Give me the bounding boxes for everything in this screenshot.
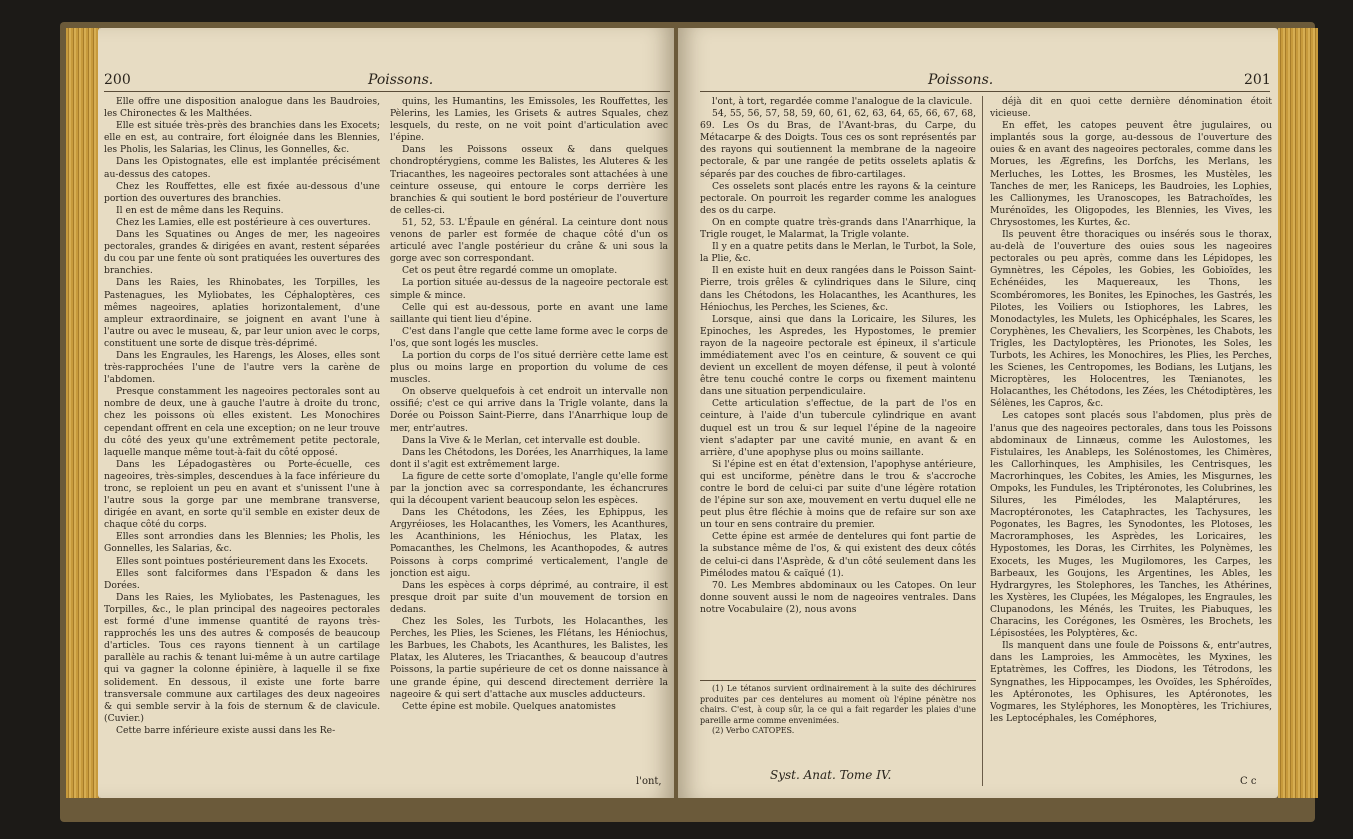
right-column-1 [700,96,976,676]
right-header-rule [700,91,1270,92]
right-column-2 [990,96,1272,772]
paragraph: La figure de cette sorte d'omoplate, l'angle qu'elle forme par la jonction avec sa correspondante, les échancrures qui la découpent varient beaucoup selon les espèces. [390,470,668,507]
paragraph: Lorsque, ainsi que dans la Loricaire, les Silures, les Epinoches, les Aspredes, les Hypostomes, le premier rayon de la nageoire pectorale est épineux, il s'articule immédiatement avec l'os en ceinture, & souvent ce qui devient un excellent de moyen défense, il peut à volonté être tenu couché contre le corps ou fixement maintenu dans une situation perpendiculaire. [700,313,976,398]
paragraph: déjà dit en quoi cette dernière dénomination étoit vicieuse. [990,96,1272,120]
paragraph: C'est dans l'angle que cette lame forme avec le corps de l'os, que sont logés les muscles. [390,325,668,349]
paragraph: Elles sont pointues postérieurement dans les Exocets. [116,555,369,567]
paragraph: (1) Le tétanos survient ordinairement à la suite des déchirures produites par ces dentelures au moment où l'épine pénètre nos chairs. C'est, à coup sûr, la ce qui a fait regarder les plaies d'une pareille arme comme envenimées. [700,684,976,725]
left-page-edge [66,28,100,798]
paragraph: Elles sont arrondies dans les Blennies; les Pholis, les Gonnelles, les Salarias, &c. [104,531,380,555]
left-page [98,28,674,798]
paragraph: Il en est de même dans les Requins. [116,204,284,216]
left-column-1 [104,96,380,786]
paragraph: 70. Les Membres abdominaux ou les Catopes. On leur donne souvent aussi le nom de nageoires ventrales. Dans notre Vocabulaire (2), nous avons [700,579,976,615]
paragraph: Il y en a quatre petits dans le Merlan, le Turbot, la Sole, la Plie, &c. [700,241,976,265]
paragraph: Elles sont falciformes dans l'Espadon & dans les Dorées. [104,567,380,591]
left-page-number: 200 [104,72,131,88]
column-divider [982,96,983,786]
left-running-head: Poissons. [368,72,434,88]
signature-mark: Syst. Anat. Tome IV. [770,768,892,782]
left-header-rule [104,91,670,92]
paragraph: Dans les Opistognates, elle est implantée précisément au-dessus des catopes. [104,156,380,180]
paragraph: Cette épine est mobile. Quelques anatomistes [402,700,616,712]
left-column-2 [390,96,668,772]
right-page-number: 201 [1244,72,1271,88]
paragraph: Dans les Raies, les Myliobates, les Pastenagues, les Torpilles, &c., le plan principal des nageoires pectorales est formé d'une immense quantité de rayons très-rapprochés les uns des autres & composés de beaucoup d'articles. Tous ces rayons tiennent à un cartilage parallèle au rachis & tenant lui-même à un autre cartilage qui va gagner la colonne épinière, à laquelle il se fixe solidement. En dessous, il existe une forte barre transversale commune aux cartilages des deux nageoires & qui semble servir à la fois de sternum & de clavicule. (Cuvier.) [104,591,380,724]
paragraph: quins, les Humantins, les Emissoles, les Rouffettes, les Pèlerins, les Lamies, les Grisets & autres Squales, chez lesquels, du reste, on ne voit point d'articulation avec l'épine. [390,96,668,144]
paragraph: Dans les Chétodons, les Zées, les Ephippus, les Argyréioses, les Holacanthes, les Vomers, les Acanthures, les Acanthinions, les Héniochus, les Platax, les Pomacanthes, les Chelmons, les Acanthopodes, & autres Poissons à corps comprimé verticalement, l'angle de jonction est aigu. [390,507,668,579]
paragraph: Elle offre une disposition analogue dans les Baudroies, les Chironectes & les Malthées. [104,96,380,120]
paragraph: Les catopes sont placés sous l'abdomen, plus près de l'anus que des nageoires pectorales, dans tous les Poissons abdominaux de Linnæus, comme les Aulostomes, les Fistulaires, les Anableps, les Solénostomes, les Chimères, les Callorhinques, les Amphisiles, les Centrisques, les Macrorhinques, les Cobites, les Amies, les Misgurnes, les Ompoks, les Fundules, les Triptéronotes, les Colubrines, les Silures, les Pimélodes, les Malaptérures, les Macroptéronotes, les Cataphractes, les Tachysures, les Pogonates, les Bagres, les Synodontes, les Plotoses, les Macroramphoses, les Asprèdes, les Loricaires, les Hypostomes, les Doras, les Cirrhites, les Polynèmes, les Exocets, les Muges, les Mugilomores, les Carpes, les Barbeaux, les Goujons, les Argentines, les Ables, les Hydrargyres, les Stolephores, les Tanches, les Athérines, les Xystères, les Clupées, les Mégalopes, les Engraules, les Clupanodons, les Ménés, les Truites, les Piabuques, les Characins, les Corégones, les Osmères, les Brochets, les Lépisostées, les Polyptères, &c. [990,410,1272,640]
paragraph: Dans les Chétodons, les Dorées, les Anarrhiques, la lame dont il s'agit est extrêmement large. [390,446,668,470]
footnotes [700,684,976,764]
paragraph: Si l'épine est en état d'extension, l'apophyse antérieure, qui est unciforme, pénètre dans le trou & s'accroche contre le bord de celui-ci par suite d'une légère rotation de l'épine sur son axe, mouvement en vertu duquel elle ne peut plus être fléchie à moins que de refaire sur son axe un tour en sens contraire du premier. [700,458,976,531]
paragraph: Cet os peut être regardé comme un omoplate. [402,265,618,277]
paragraph: Dans les espèces à corps déprimé, au contraire, il est presque droit par suite d'un mouvement de torsion en dedans. [390,579,668,615]
paragraph: La portion située au-dessus de la nageoire pectorale est simple & mince. [390,277,668,301]
paragraph: Dans les Squatines ou Anges de mer, les nageoires pectorales, grandes & dirigées en avant, restent séparées du cou par une fente où sont pratiquées les ouvertures des branchies. [104,229,380,277]
paragraph: La portion du corps de l'os situé derrière cette lame est plus ou moins large en proportion du volume de ces muscles. [390,349,668,386]
paragraph: On en compte quatre très-grands dans l'Anarrhique, la Trigle rouget, le Malarmat, la Trigle volante. [700,216,976,241]
paragraph: Dans les Raies, les Rhinobates, les Torpilles, les Pastenagues, les Myliobates, les Céphaloptères, ces mêmes nageoires, aplaties horizontalement, d'une ampleur extraordinaire, se joignent en avant l'une à l'autre ou avec le museau, &, par leur union avec le corps, constituent une sorte de disque très-déprimé. [104,277,380,349]
paragraph: 54, 55, 56, 57, 58, 59, 60, 61, 62, 63, 64, 65, 66, 67, 68, 69. Les Os du Bras, de l'Avant-bras, du Carpe, du Métacarpe & des Doigts. Tous ces os sont représentés par des rayons qui soutiennent la membrane de la nageoire pectorale, & par une rangée de petits osselets aplatis & séparés par des couches de fibro-cartilages. [700,108,976,180]
paragraph: En effet, les catopes peuvent être jugulaires, ou implantés sous la gorge, au-dessous de l'ouverture des ouies & en avant des nageoires pectorales, comme dans les Morues, les Ægrefins, les Dorfchs, les Merlans, les Merluches, les Lottes, les Brosmes, les Mustèles, les Tanches de mer, les Raniceps, les Baudroies, les Lophies, les Callionymes, les Uranoscopes, les Batrachoïdes, les Murénoïdes, les Oligopodes, les Blennies, les Vives, les Chrysostomes, les Kurtes, &c. [990,120,1272,228]
paragraph: 51, 52, 53. L'Épaule en général. La ceinture dont nous venons de parler est formée de chaque côté d'un os articulé avec l'angle postérieur du crâne & uni sous la gorge avec son correspondant. [390,216,668,265]
paragraph: Elle est située très-près des branchies dans les Exocets; elle en est, au contraire, fort éloignée dans les Blennies, les Pholis, les Salarias, les Clinus, les Gonnelles, &c. [104,120,380,156]
paragraph: Presque constamment les nageoires pectorales sont au nombre de deux, une à gauche l'autre à droite du tronc, chez les poissons où elles existent. Les Monochires cependant offrent en cela une exception; on ne leur trouve du côté des yeux qu'une extrêmement petite pectorale, laquelle manque même tout-à-fait du côté opposé. [104,386,380,458]
paragraph: Dans la Vive & le Merlan, cet intervalle est double. [402,434,641,446]
paragraph: On observe quelquefois à cet endroit un intervalle non ossifié; c'est ce qui arrive dans la Trigle volante, dans la Dorée ou Poisson Saint-Pierre, dans l'Anarrhique loup de mer, entr'autres. [390,386,668,434]
paragraph: Dans les Poissons osseux & dans quelques chondroptérygiens, comme les Balistes, les Aluteres & les Triacanthes, les nageoires pectorales sont attachées à une ceinture osseuse, qui entoure le corps derrière les branchies & qui soutient le bord postérieur de l'ouverture de celles-ci. [390,144,668,216]
left-catchword: l'ont, [636,776,662,787]
footnote-rule [700,680,976,681]
paragraph: Ils peuvent être thoraciques ou insérés sous le thorax, au-delà de l'ouverture des ouies sous les nageoires pectorales ou peu après, comme dans les Lépidopes, les Gymnètres, les Cépoles, les Gobies, les Gobioïdes, les Echénéides, les Maquereaux, les Thons, les Scombéromores, les Bonites, les Epinoches, les Gastrés, les Pilotes, les Voiliers ou Istiophores, les Labres, les Monodactyles, les Mulets, les Ophicéphales, les Scares, les Coryphènes, les Chevaliers, les Scorpènes, les Chabots, les Trigles, les Dactyloptères, les Prionotes, les Soles, les Turbots, les Achires, les Monochires, les Plies, les Perches, les Scienes, les Centropomes, les Bodians, les Lutjans, les Microptères, les Holocentres, les Tænianotes, les Holacanthes, les Chétodons, les Zées, les Chétodiptères, les Sélènes, les Capros, &c. [990,229,1272,410]
right-catchword: C c [1240,776,1257,787]
paragraph: Celle qui est au-dessous, porte en avant une lame saillante qui tient lieu d'épine. [390,301,668,325]
paragraph: l'ont, à tort, regardée comme l'analogue de la clavicule. [712,96,973,107]
paragraph: Il en existe huit en deux rangées dans le Poisson Saint-Pierre, trois grêles & cylindriques dans le Silure, cinq dans les Chétodons, les Holacanthes, les Acanthures, les Héniochus, les Perches, les Scienes, &c. [700,265,976,313]
paragraph: Cette épine est armée de dentelures qui font partie de la substance même de l'os, & qui existent des deux côtés de celui-ci dans l'Asprède, & d'un côté seulement dans les Pimélodes matou & caïqué (1). [700,531,976,579]
paragraph: Chez les Rouffettes, elle est fixée au-dessous d'une portion des ouvertures des branchies. [104,180,380,204]
paragraph: Dans les Engraules, les Harengs, les Aloses, elles sont très-rapprochées l'une de l'autre vers la carène de l'abdomen. [104,349,380,386]
paragraph: (2) Verbo CATOPES. [712,726,795,735]
right-page [678,28,1278,798]
paragraph: Cette barre inférieure existe aussi dans les Re- [116,724,336,736]
right-page-edge [1278,28,1318,798]
paragraph: Ces osselets sont placés entre les rayons & la ceinture pectorale. On pourroit les regarder comme les analogues des os du carpe. [700,180,976,216]
paragraph: Dans les Lépadogastères ou Porte-écuelle, ces nageoires, très-simples, descendues à la face inférieure du tronc, se reploient un peu en avant et s'unissent l'une à l'autre sous la gorge par une membrane transverse, dirigée en avant, en sorte qu'il semble en exister deux de chaque côté du corps. [104,458,380,531]
paragraph: Cette articulation s'effectue, de la part de l'os en ceinture, à l'aide d'un tubercule cylindrique en avant duquel est un trou & sur lequel l'épine de la nageoire vient s'adapter par une cavité munie, en avant & en arrière, d'une apophyse plus ou moins saillante. [700,398,976,458]
right-running-head: Poissons. [928,72,994,88]
paragraph: Chez les Soles, les Turbots, les Holacanthes, les Perches, les Plies, les Scienes, les Flétans, les Héniochus, les Barbues, les Chabots, les Acanthures, les Balistes, les Platax, les Aluteres, les Triacanthes, & beaucoup d'autres Poissons, la partie supérieure de cet os donne naissance à une grande épine, qui descend directement derrière la nageoire & qui sert d'attache aux muscles adducteurs. [390,616,668,700]
paragraph: Ils manquent dans une foule de Poissons &, entr'autres, dans les Lamproies, les Ammocètes, les Myxines, les Eptatrèmes, les Coffres, les Diodons, les Tétrodons, les Syngnathes, les Hippocampes, les Ovoïdes, les Sphéroïdes, les Aptéronotes, les Ophisures, les Aptéronotes, les Vogmares, les Styléphores, les Monoptères, les Trichiures, les Leptocéphales, les Coméphores, [990,640,1272,724]
paragraph: Chez les Lamies, elle est postérieure à ces ouvertures. [116,216,371,228]
